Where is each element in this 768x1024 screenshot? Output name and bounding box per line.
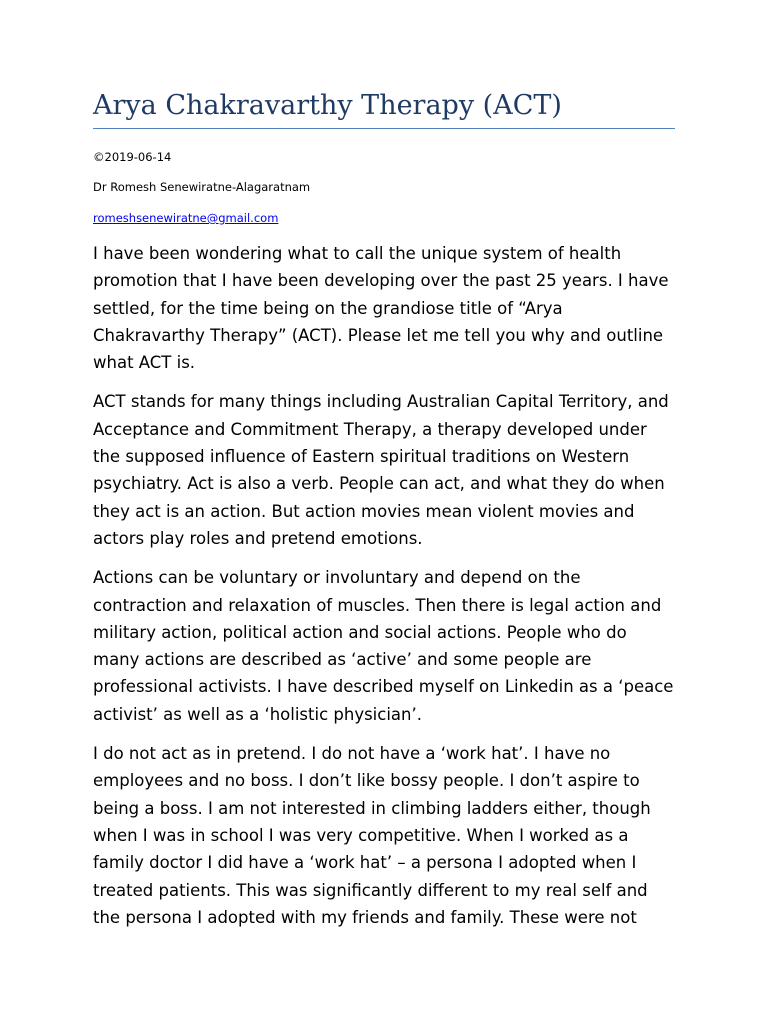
- document-author: Dr Romesh Senewiratne-Alagaratnam: [93, 180, 311, 194]
- paragraph-line: Actions can be voluntary or involuntary and depend on the: [93, 568, 581, 588]
- paragraph-line: promotion that I have been developing over the past 25 years. I have: [93, 271, 669, 291]
- paragraph-line: settled, for the time being on the grandiose title of “Arya: [93, 298, 563, 318]
- paragraph-line: employees and no boss. I don’t like bossy people. I don’t aspire to: [93, 771, 640, 791]
- paragraph-line: I do not act as in pretend. I do not have a ‘work hat’. I have no: [93, 744, 611, 764]
- title-underline-rule: [93, 128, 675, 129]
- paragraph-line: Chakravarthy Therapy” (ACT). Please let me tell you why and outline: [93, 325, 664, 345]
- document-title: Arya Chakravarthy Therapy (ACT): [93, 90, 562, 121]
- paragraph-line: the supposed influence of Eastern spiritual traditions on Western: [93, 447, 630, 467]
- body-paragraph: [93, 740, 683, 931]
- paragraph-line: actors play roles and pretend emotions.: [93, 528, 423, 548]
- paragraph-line: the persona I adopted with my friends and family. These were not: [93, 907, 637, 927]
- paragraph-line: treated patients. This was significantly different to my real self and: [93, 880, 648, 900]
- body-paragraph: [93, 240, 683, 376]
- paragraph-line: many actions are described as ‘active’ and some people are: [93, 650, 592, 670]
- body-paragraph: [93, 388, 683, 552]
- paragraph-line: they act is an action. But action movies mean violent movies and: [93, 501, 635, 521]
- body-paragraph: [93, 564, 683, 728]
- document-body: [93, 240, 683, 943]
- paragraph-line: when I was in school I was very competitive. When I worked as a: [93, 825, 629, 845]
- paragraph-line: family doctor I did have a ‘work hat’ – a persona I adopted when I: [93, 853, 637, 873]
- paragraph-line: Acceptance and Commitment Therapy, a therapy developed under: [93, 419, 647, 439]
- paragraph-line: psychiatry. Act is also a verb. People can act, and what they do when: [93, 474, 665, 494]
- paragraph-line: ACT stands for many things including Australian Capital Territory, and: [93, 392, 669, 412]
- paragraph-line: being a boss. I am not interested in climbing ladders either, though: [93, 798, 651, 818]
- document-date: ©2019-06-14: [93, 150, 172, 164]
- paragraph-line: military action, political action and social actions. People who do: [93, 622, 627, 642]
- paragraph-line: I have been wondering what to call the unique system of health: [93, 244, 622, 263]
- author-email-link[interactable]: romeshsenewiratne@gmail.com: [93, 211, 279, 225]
- paragraph-line: professional activists. I have described myself on Linkedin as a ‘peace: [93, 677, 674, 697]
- paragraph-line: activist’ as well as a ‘holistic physician’.: [93, 704, 422, 724]
- paragraph-line: contraction and relaxation of muscles. Then there is legal action and: [93, 595, 662, 615]
- paragraph-line: what ACT is.: [93, 353, 196, 373]
